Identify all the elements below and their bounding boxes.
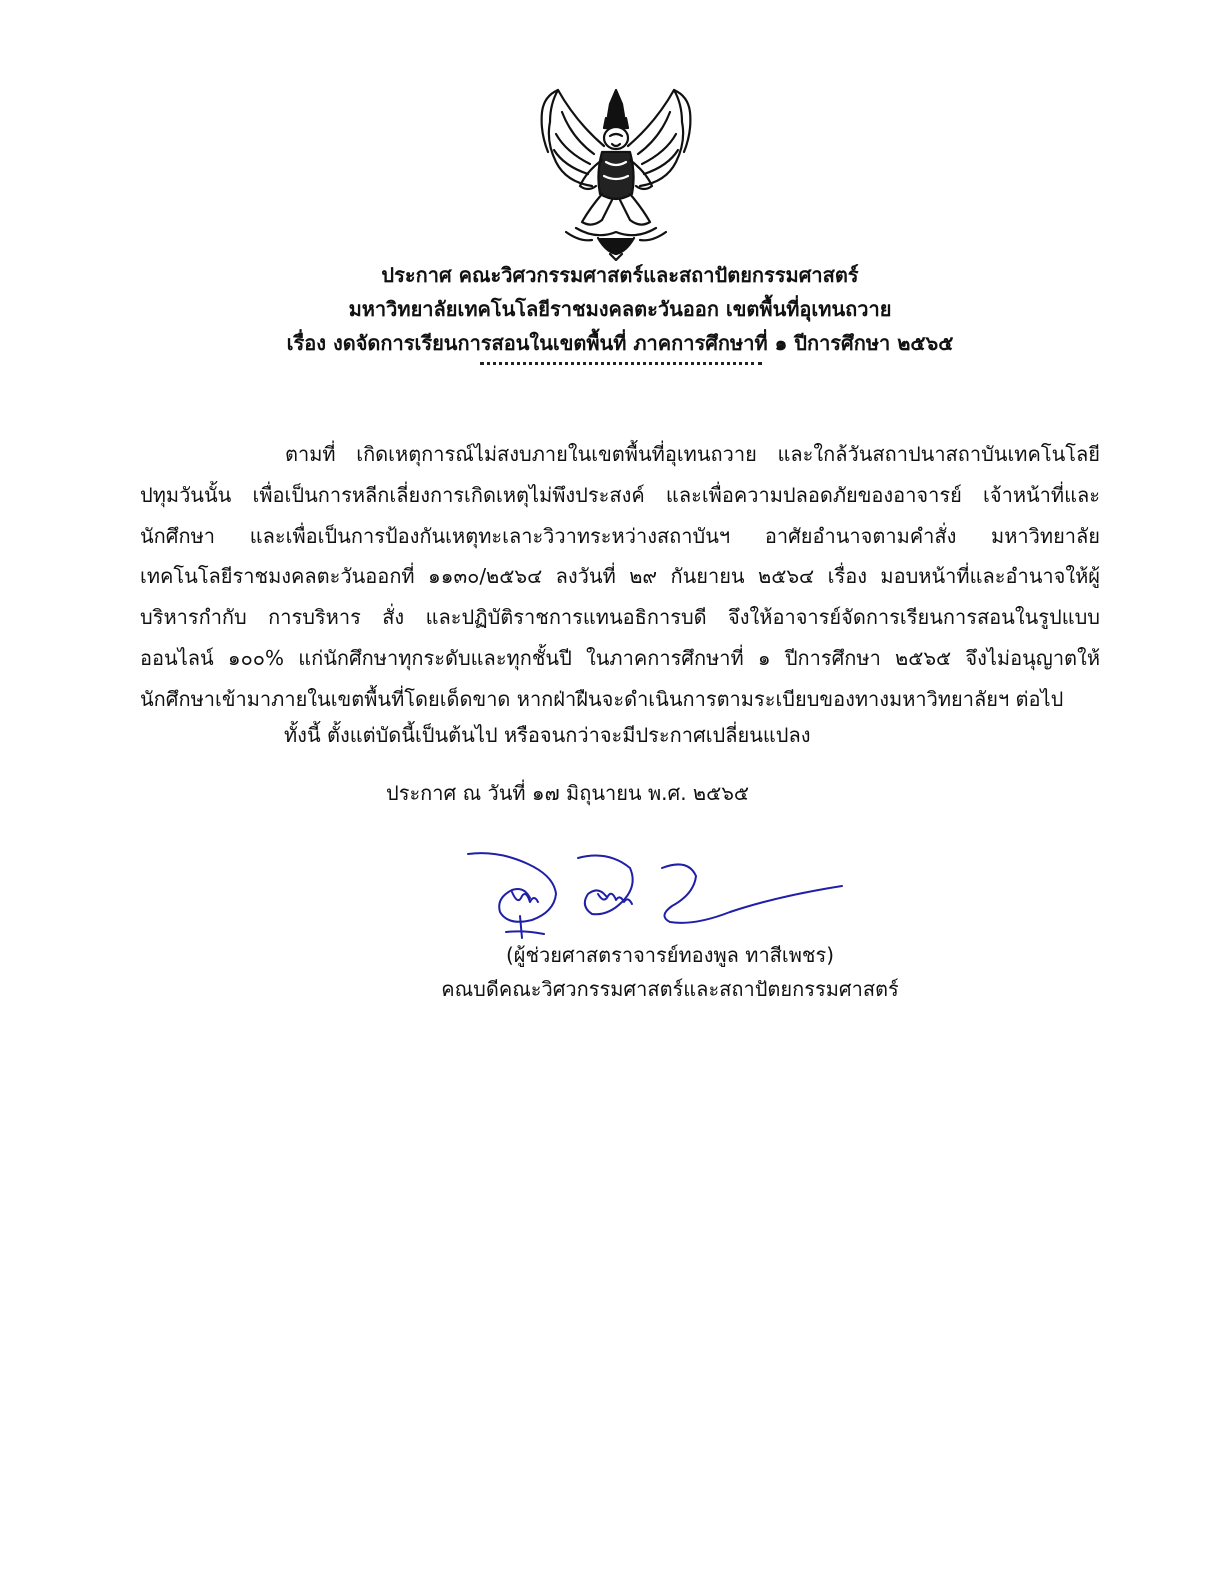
announcement-date: ประกาศ ณ วันที่ ๑๗ มิถุนายน พ.ศ. ๒๕๖๕: [386, 781, 750, 805]
announcement-heading-line-1: ประกาศ คณะวิศวกรรมศาสตร์และสถาปัตยกรรมศาสตร์: [381, 263, 859, 287]
handwritten-signature: [458, 846, 850, 950]
signer-name: (ผู้ช่วยศาสตราจารย์ทองพูล ทาสีเพชร): [505, 943, 835, 967]
announcement-heading-line-2: มหาวิทยาลัยเทคโนโลยีราชมงคลตะวันออก เขตพื้นที่อุเทนถวาย: [348, 297, 892, 321]
announcement-closing: ทั้งนี้ ตั้งแต่บัดนี้เป็นต้นไป หรือจนกว่าจะมีประกาศเปลี่ยนแปลง: [284, 723, 811, 747]
garuda-emblem-icon: [536, 82, 696, 262]
announcement-body: ตามที่ เกิดเหตุการณ์ไม่สงบภายในเขตพื้นที่อุเทนถวาย และใกล้วันสถาปนาสถาบันเทคโนโลยีปทุมวันนั้น เพื่อเป็นการหลีกเลี่ยงการเกิดเหตุไม่พึงประสงค์ และเพื่อความปลอดภัยของอาจารย์ เจ้าหน้าที่และนักศึกษา และเพื่อเป็นการป้องกันเหตุทะเลาะวิวาทระหว่างสถาบันฯ อาศัยอำนาจตามคำสั่ง มหาวิทยาลัยเทคโนโลยีราชมงคลตะวันออกที่ ๑๑๓๐/๒๕๖๔ ลงวันที่ ๒๙ กันยายน ๒๕๖๔ เรื่อง มอบหน้าที่และอำนาจให้ผู้บริหารกำกับ การบริหาร สั่ง และปฏิบัติราชการแทนอธิการบดี จึงให้อาจารย์จัดการเรียนการสอนในรูปแบบออนไลน์ ๑๐๐% แก่นักศึกษาทุกระดับและทุกชั้นปี ในภาคการศึกษาที่ ๑ ปีการศึกษา ๒๕๖๕ จึงไม่อนุญาตให้นักศึกษาเข้ามาภายในเขตพื้นที่โดยเด็ดขาด หากฝ่าฝืนจะดำเนินการตามระเบียบของทางมหาวิทยาลัยฯ ต่อไป: [140, 442, 1100, 711]
signer-position: คณบดีคณะวิศวกรรมศาสตร์และสถาปัตยกรรมศาสตร์: [441, 977, 899, 1001]
heading-divider: [480, 362, 762, 365]
announcement-subject: เรื่อง งดจัดการเรียนการสอนในเขตพื้นที่ ภาคการศึกษาที่ ๑ ปีการศึกษา ๒๕๖๕: [286, 331, 954, 355]
